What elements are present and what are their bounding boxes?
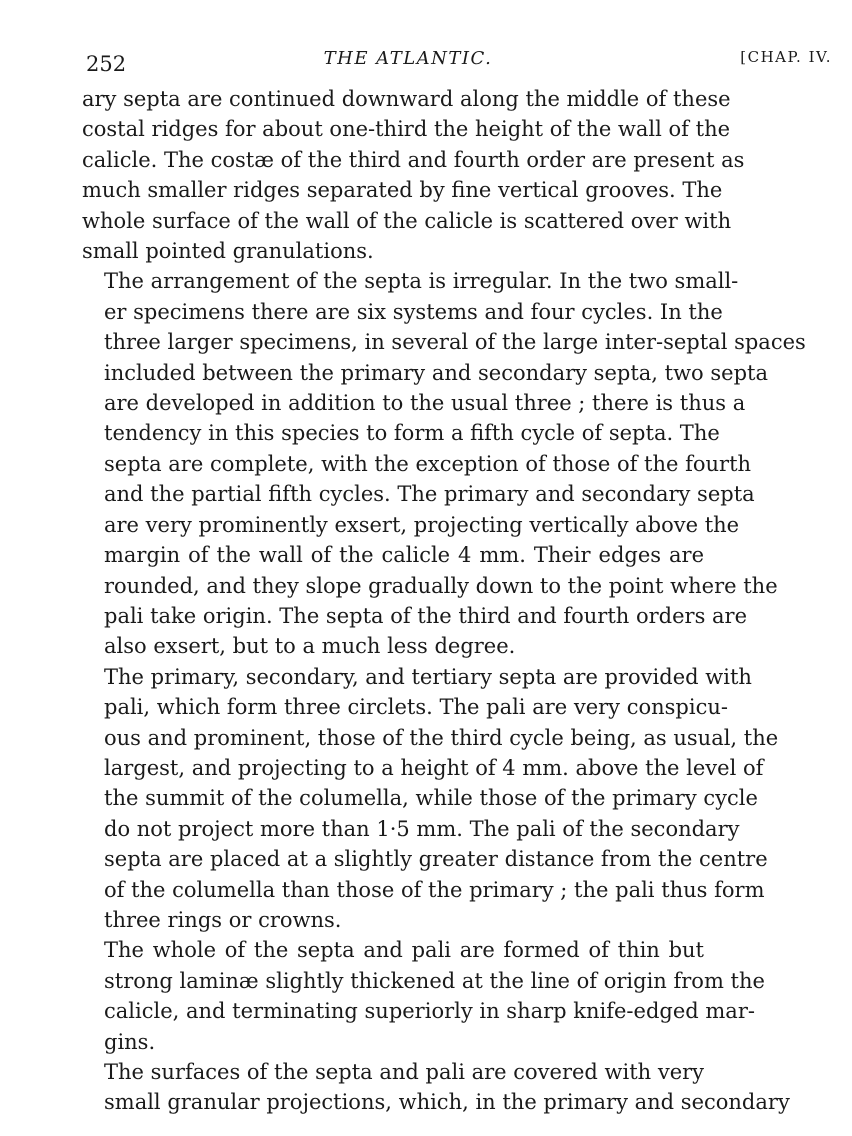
text-line: and the partial fifth cycles. The primary and secondary septa <box>104 482 755 507</box>
running-title: THE ATLANTIC. <box>323 48 493 69</box>
text-line: The arrangement of the septa is irregular. In the two small- <box>104 269 739 294</box>
text-line: pali take origin. The septa of the third and fourth orders are <box>104 603 748 628</box>
text-line: tendency in this species to form a fifth cycle of septa. The <box>104 421 720 446</box>
text-line: small granular projections, which, in the primary and secondary <box>104 1090 790 1115</box>
text-line: calicle. The costæ of the third and fourth order are present as <box>82 147 745 172</box>
text-line: strong laminæ slightly thickened at the line of origin from the <box>104 968 765 993</box>
text-line: also exsert, but to a much less degree. <box>104 634 516 659</box>
text-line: three larger specimens, in several of the large inter-septal spaces <box>104 330 806 355</box>
paragraph <box>82 935 765 1057</box>
text-line: small pointed granulations. <box>82 239 374 264</box>
chapter-marker: [CHAP. IV. <box>740 48 832 66</box>
page-header <box>86 46 832 76</box>
text-line: septa are placed at a slightly greater distance from the centre <box>104 847 768 872</box>
text-line: ary septa are continued downward along the middle of these <box>82 87 731 111</box>
text-line: rounded, and they slope gradually down to the point where the <box>104 573 778 598</box>
text-line: calicle, and terminating superiorly in sharp knife-edged mar- <box>104 999 755 1024</box>
text-line: ous and prominent, those of the third cycle being, as usual, the <box>104 725 779 750</box>
text-line: margin of the wall of the calicle 4 mm. Their edges are <box>104 543 704 568</box>
text-line: The whole of the septa and pali are formed of thin but <box>104 938 704 963</box>
text-line: er specimens there are six systems and four cycles. In the <box>104 299 723 324</box>
text-line: septa are complete, with the exception of those of the fourth <box>104 451 752 476</box>
text-line: gins. <box>104 1029 156 1054</box>
text-line: largest, and projecting to a height of 4 mm. above the level of <box>104 755 764 780</box>
text-line: The primary, secondary, and tertiary septa are provided with <box>104 664 752 689</box>
text-line: included between the primary and secondary septa, two septa <box>104 360 768 385</box>
text-line: costal ridges for about one-third the height of the wall of the <box>82 117 731 142</box>
text-line: the summit of the columella, while those of the primary cycle <box>104 786 758 811</box>
text-line: are very prominently exsert, projecting vertically above the <box>104 512 740 537</box>
paragraph <box>82 84 745 266</box>
paragraph <box>82 1057 790 1118</box>
body-text <box>82 84 806 1118</box>
page-number: 252 <box>86 52 127 76</box>
text-line: whole surface of the wall of the calicle is scattered over with <box>82 208 732 233</box>
text-line: of the columella than those of the primary ; the pali thus form <box>104 877 765 902</box>
paragraph <box>82 662 779 936</box>
text-line: are developed in addition to the usual three ; there is thus a <box>104 391 746 416</box>
text-line: three rings or crowns. <box>104 907 342 932</box>
text-line: do not project more than 1·5 mm. The pali of the secondary <box>104 816 740 841</box>
paragraph <box>82 266 806 661</box>
text-line: The surfaces of the septa and pali are covered with very <box>104 1060 705 1084</box>
text-line: pali, which form three circlets. The pali are very conspicu- <box>104 695 728 720</box>
text-line: much smaller ridges separated by fine vertical grooves. The <box>82 178 723 203</box>
